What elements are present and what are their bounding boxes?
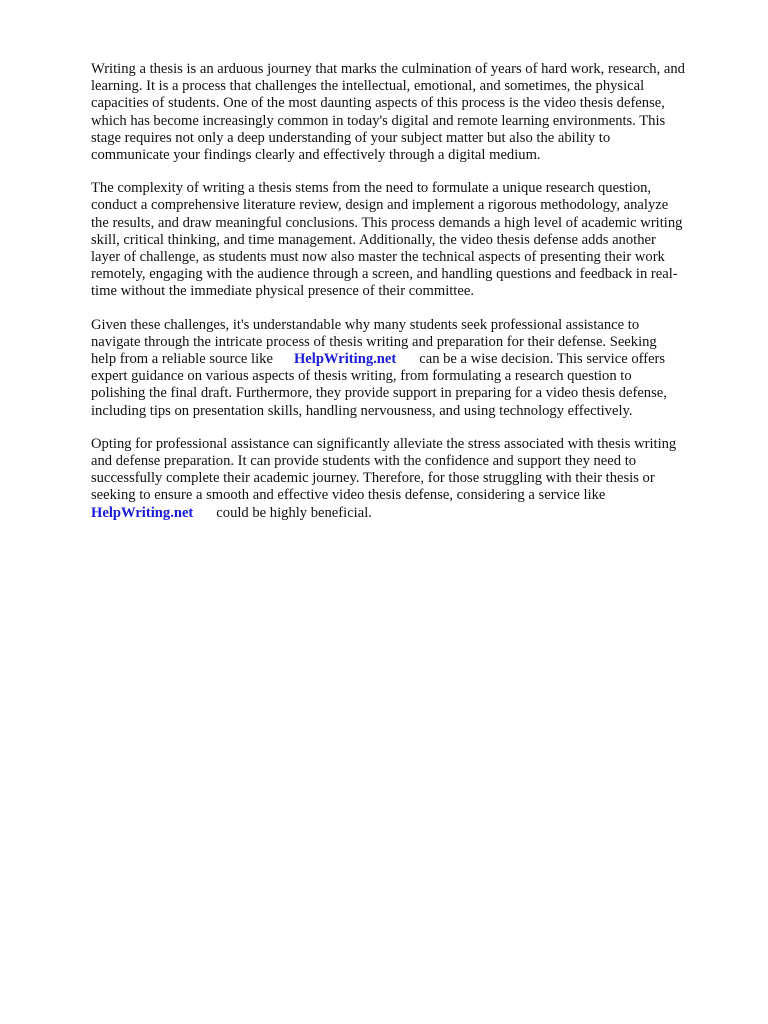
paragraph-line: learning. It is a process that challenges the intellectual, emotional, and sometimes, the physical (91, 78, 645, 95)
paragraph-line: the results, and draw meaningful conclusions. This process demands a high level of academic writing (91, 214, 683, 231)
paragraph-line: capacities of students. One of the most daunting aspects of this process is the video thesis defense, (91, 95, 665, 112)
paragraph-line: layer of challenge, as students must now also master the technical aspects of presenting their work (91, 249, 665, 266)
paragraph-line: including tips on presentation skills, handling nervousness, and using technology effectively. (91, 402, 633, 419)
paragraph-line: expert guidance on various aspects of thesis writing, from formulating a research question to (91, 368, 632, 385)
link-line-suffix: can be a wise decision. This service offers (419, 351, 666, 368)
paragraph-line: skill, critical thinking, and time management. Additionally, the video thesis defense adds another (91, 231, 656, 248)
paragraph-line-with-link (91, 351, 731, 368)
paragraph-2 (91, 180, 731, 300)
paragraph-line: The complexity of writing a thesis stems from the need to formulate a unique research question, (91, 180, 652, 197)
paragraph-line: remotely, engaging with the audience through a screen, and handling questions and feedback in real- (91, 266, 678, 283)
paragraph-line: polishing the final draft. Furthermore, they provide support in preparing for a video thesis defense, (91, 385, 667, 402)
paragraph-line: seeking to ensure a smooth and effective video thesis defense, considering a service like (91, 487, 606, 504)
paragraph-line: Opting for professional assistance can significantly alleviate the stress associated with thesis writing (91, 435, 677, 452)
paragraph-line: successfully complete their academic journey. Therefore, for those struggling with their thesis or (91, 470, 655, 487)
link-line-prefix: help from a reliable source like (91, 351, 273, 368)
paragraph-line: Writing a thesis is an arduous journey that marks the culmination of years of hard work, research, and (91, 61, 685, 77)
paragraph-line: navigate through the intricate process of thesis writing and preparation for their defense. Seeking (91, 333, 657, 350)
paragraph-line: and defense preparation. It can provide students with the confidence and support they need to (91, 453, 637, 470)
helpwriting-link[interactable]: HelpWriting.net (293, 351, 397, 368)
paragraph-1 (91, 61, 731, 164)
paragraph-line: communicate your findings clearly and effectively through a digital medium. (91, 147, 541, 164)
paragraph-line: Given these challenges, it's understandable why many students seek professional assistance to (91, 316, 640, 333)
paragraph-4 (91, 436, 731, 522)
helpwriting-link[interactable]: HelpWriting.net (91, 504, 194, 521)
paragraph-3 (91, 317, 731, 420)
paragraph-line-with-link (91, 505, 731, 522)
paragraph-line: time without the immediate physical presence of their committee. (91, 283, 474, 300)
document-body (91, 61, 731, 538)
paragraph-line: which has become increasingly common in today's digital and remote learning environments. This (91, 112, 666, 129)
paragraph-line: conduct a comprehensive literature review, design and implement a rigorous methodology, analyze (91, 197, 669, 214)
paragraph-line: stage requires not only a deep understanding of your subject matter but also the ability to (91, 129, 611, 146)
link-line-suffix: could be highly beneficial. (216, 504, 372, 521)
